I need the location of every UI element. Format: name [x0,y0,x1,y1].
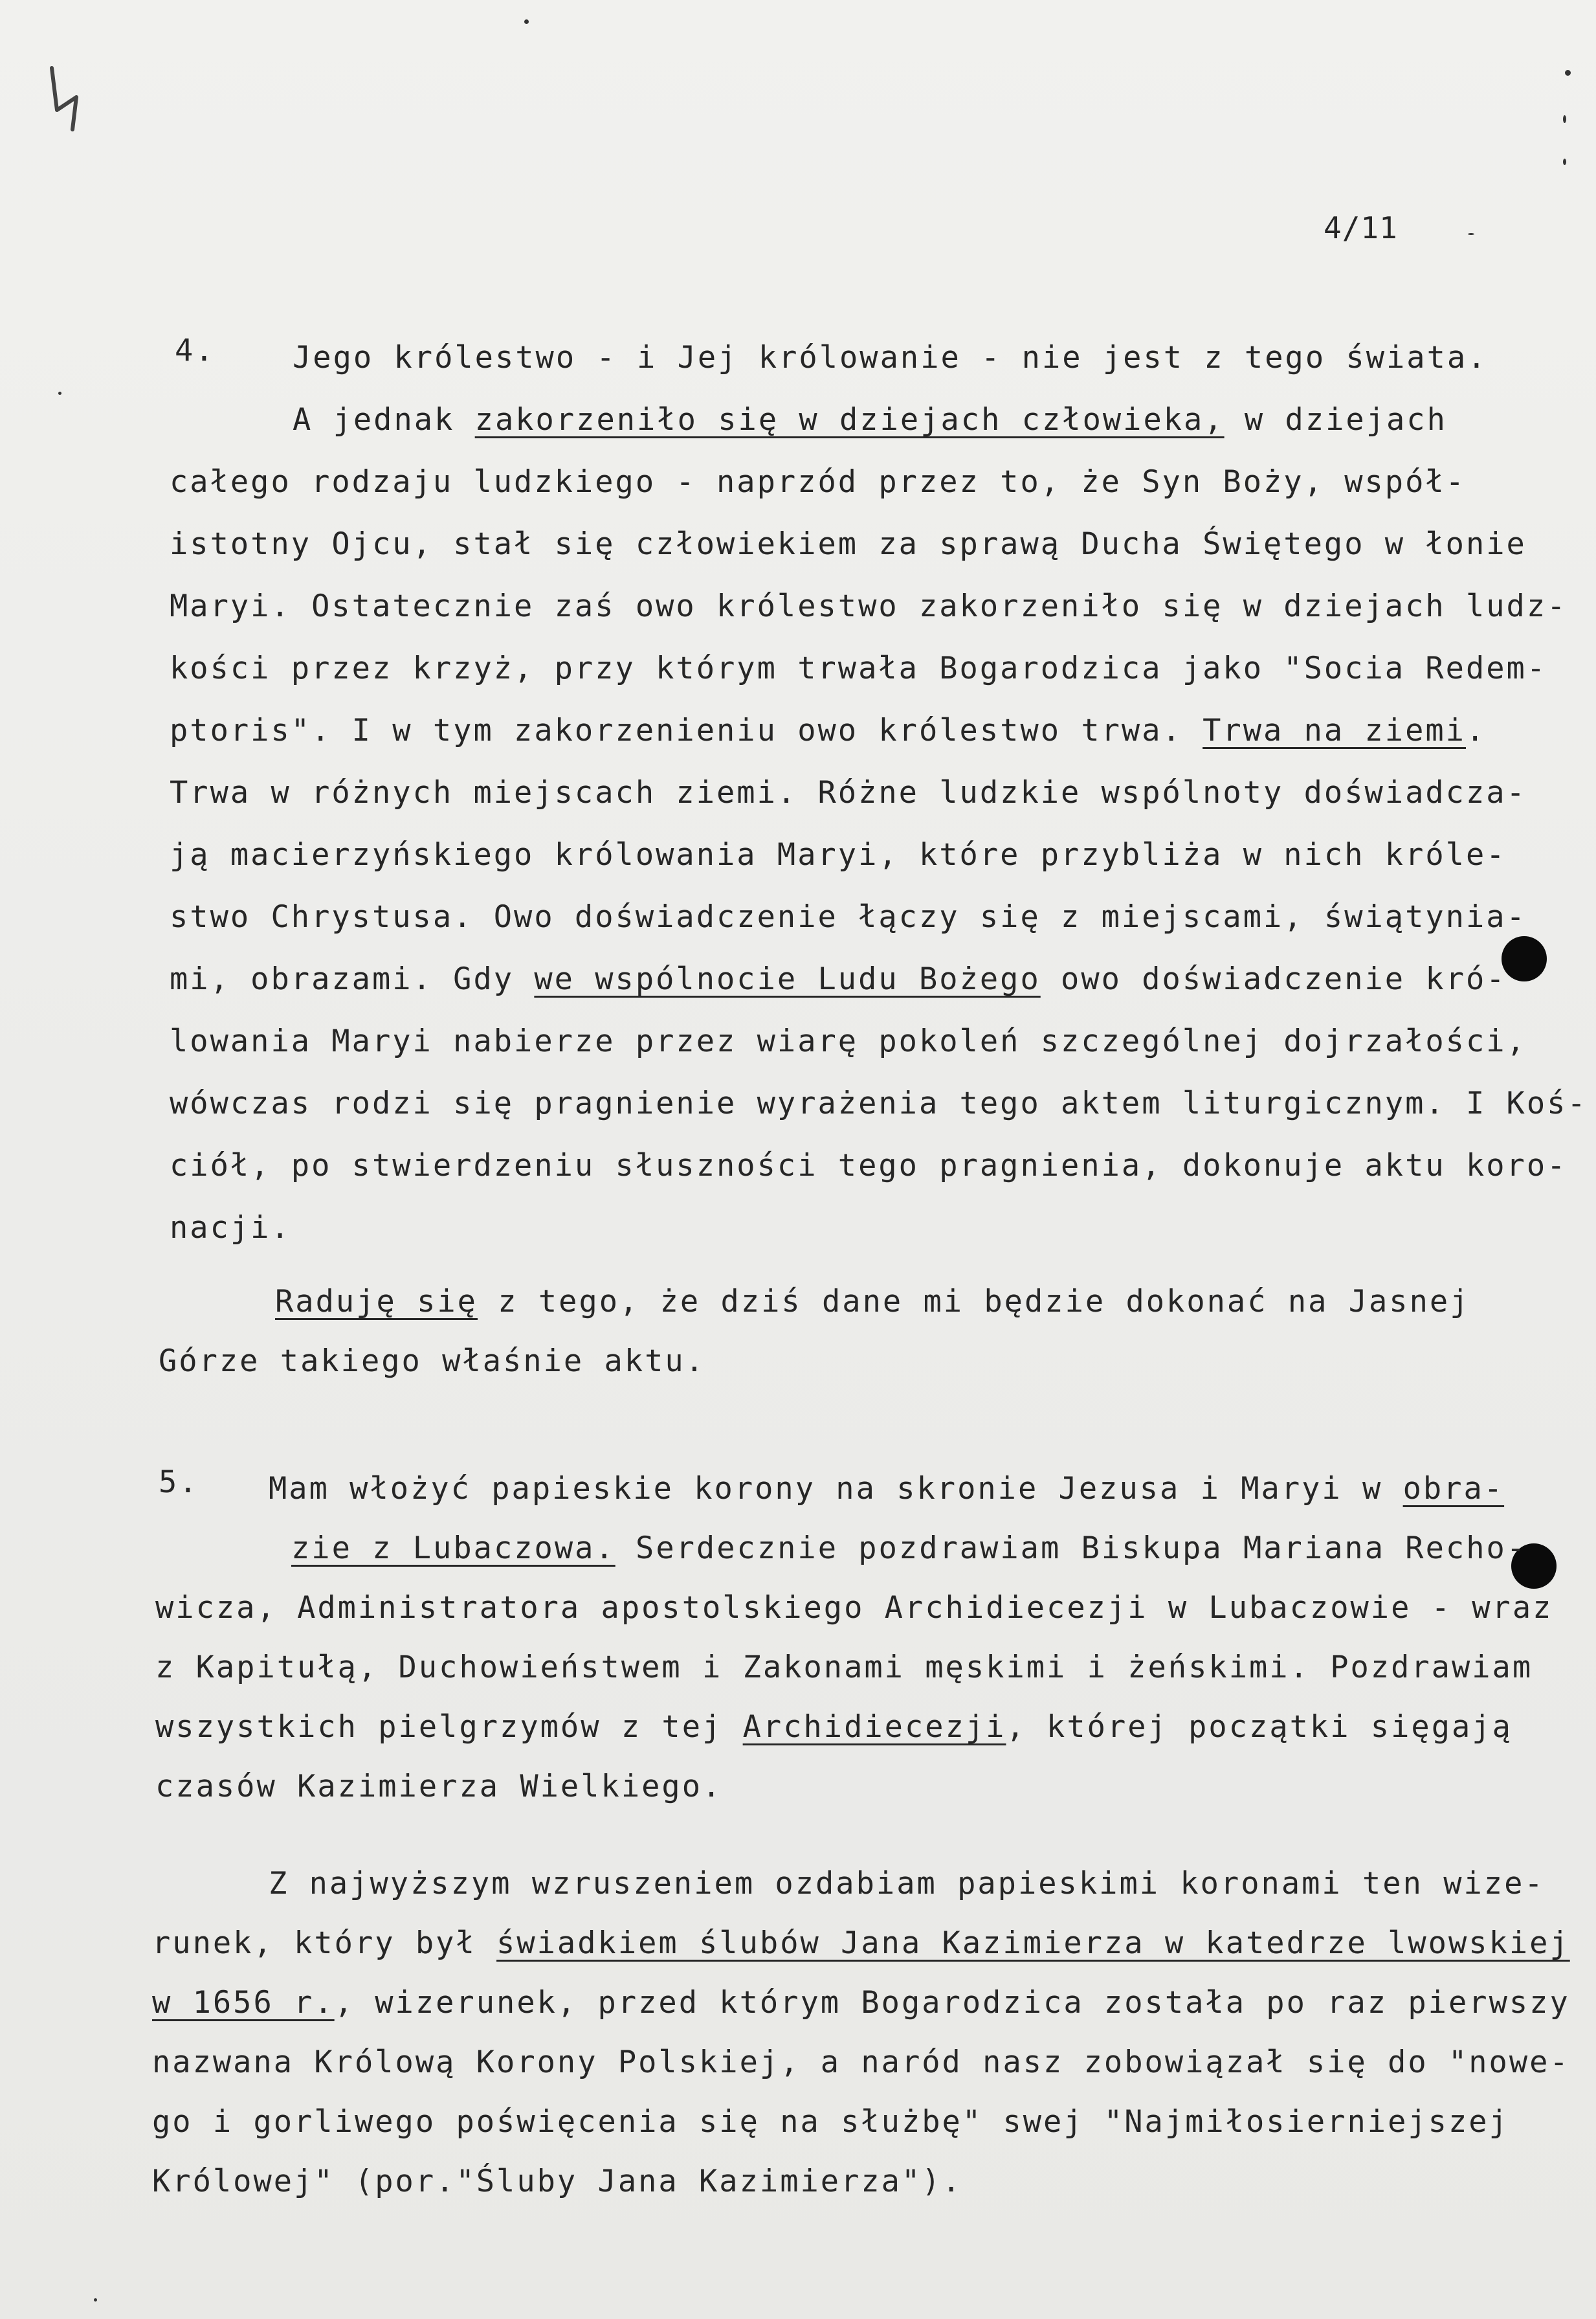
text-line [170,1011,1588,1073]
text-segment: , wizerunek, przed którym Bogarodzica została po raz pierwszy [334,1985,1570,2021]
paper-speck [94,2298,97,2302]
underlined-text: Raduję się [275,1284,478,1319]
text-segment: mi, obrazami. Gdy [170,961,535,997]
text-line [170,513,1588,576]
text-segment: nazwana Królową Korony Polskiej, a naród nasz zobowiązał się do "nowe- [152,2045,1570,2080]
underlined-text: w 1656 r. [152,1985,335,2021]
text-line [170,824,1588,886]
text-segment: ciół, po stwierdzeniu słuszności tego pragnienia, dokonuje aktu koro- [170,1148,1568,1183]
text-line [170,638,1588,700]
text-segment: całego rodzaju ludzkiego - naprzód przez to, że Syn Boży, współ- [170,464,1466,500]
text-line [170,389,1588,451]
text-line [170,700,1588,762]
text-segment: Jego królestwo - i Jej królowanie - nie jest z tego świata. [293,340,1488,375]
text-segment: A jednak [293,402,475,438]
underlined-text: Archidiecezji [742,1709,1006,1745]
text-segment: wszystkich pielgrzymów z tej [155,1709,743,1745]
text-line [170,1135,1588,1197]
text-segment: nacji. [170,1210,291,1246]
paper-speck [1563,159,1566,165]
text-segment: Z najwyższym wzruszeniem ozdabiam papieskimi koronami ten wize- [269,1866,1545,1901]
text-segment: Górze takiego właśnie aktu. [159,1343,706,1379]
text-segment: Trwa w różnych miejscach ziemi. Różne ludzkie wspólnoty doświadcza- [170,775,1527,811]
section-5-number: 5. [159,1464,199,1500]
text-line [155,1638,1553,1697]
text-segment: lowania Maryi nabierze przez wiarę pokoleń szczególnej dojrzałości, [170,1024,1527,1059]
text-line [170,886,1588,948]
text-segment: stwo Chrystusa. Owo doświadczenie łączy się z miejscami, świątynia- [170,899,1527,935]
text-line [155,1519,1553,1578]
underlined-text: Trwa na ziemi [1203,713,1466,748]
text-segment: w dziejach [1224,402,1447,438]
text-line [152,2092,1570,2152]
text-segment: istotny Ojcu, stał się człowiekiem za sprawą Ducha Świętego w łonie [170,526,1527,562]
text-segment: Serdecznie pozdrawiam Biskupa Mariana Recho- [615,1530,1527,1566]
text-segment: wówczas rodzi się pragnienie wyrażenia tego aktem liturgicznym. I Koś- [170,1086,1588,1121]
text-line [170,576,1588,638]
text-segment: , której początki sięgają [1006,1709,1513,1745]
text-line [170,327,1588,389]
text-line [170,1197,1588,1259]
text-segment: z Kapitułą, Duchowieństwem i Zakonami męskimi i żeńskimi. Pozdrawiam [155,1650,1533,1685]
text-line [159,1332,1470,1391]
text-line [155,1757,1553,1817]
text-segment: wicza, Administratora apostolskiego Archidiecezji w Lubaczowie - wraz [155,1590,1553,1626]
text-line [152,1854,1570,1914]
text-line [152,1973,1570,2033]
paragraph-raduje [159,1272,1470,1391]
text-segment: Królowej" (por."Śluby Jana Kazimierza"). [152,2164,962,2199]
text-line [155,1697,1553,1757]
section-4-text [170,327,1588,1259]
handwritten-mark [45,62,84,133]
text-segment: . [1465,713,1487,748]
text-line [155,1459,1553,1519]
text-line [152,2152,1570,2212]
underlined-text: świadkiem ślubów Jana Kazimierza w katedrze lwowskiej [496,1925,1570,1961]
paper-speck [1565,70,1571,76]
paragraph-z-najwyzszym [152,1854,1570,2212]
text-line [170,762,1588,824]
text-segment: z tego, że dziś dane mi będzie dokonać na Jasnej [477,1284,1470,1319]
text-segment: runek, który był [152,1925,497,1961]
text-segment: ptoris". I w tym zakorzenieniu owo królestwo trwa. [170,713,1203,748]
text-line [159,1272,1470,1332]
text-segment: go i gorliwego poświęcenia się na służbę" swej "Najmiłosierniejszej [152,2104,1509,2140]
text-segment: ją macierzyńskiego królowania Maryi, które przybliża w nich króle- [170,837,1507,873]
text-line [170,948,1588,1011]
underlined-text: obra- [1402,1471,1505,1507]
text-segment: Maryi. Ostatecznie zaś owo królestwo zakorzeniło się w dziejach ludz- [170,588,1568,624]
paper-speck [524,19,529,24]
text-line [155,1578,1553,1638]
text-line [170,1073,1588,1135]
text-segment: owo doświadczenie kró- [1040,961,1507,997]
section-5-text [155,1459,1553,1817]
paper-speck [58,392,61,395]
paper-speck [1563,115,1566,123]
section-4-number: 4. [175,333,216,368]
text-line [170,451,1588,513]
text-segment: Mam włożyć papieskie korony na skronie Jezusa i Maryi w [269,1471,1403,1507]
underlined-text: zie z Lubaczowa. [291,1530,615,1566]
underlined-text: zakorzeniło się w dziejach człowieka, [474,402,1225,438]
text-segment: kości przez krzyż, przy którym trwała Bogarodzica jako "Socia Redem- [170,651,1547,686]
text-line [152,1914,1570,1973]
paper-speck [1468,233,1474,235]
page-number: 4/11 [1324,210,1398,245]
underlined-text: we wspólnocie Ludu Bożego [534,961,1041,997]
text-segment: czasów Kazimierza Wielkiego. [155,1769,723,1804]
text-line [152,2033,1570,2092]
